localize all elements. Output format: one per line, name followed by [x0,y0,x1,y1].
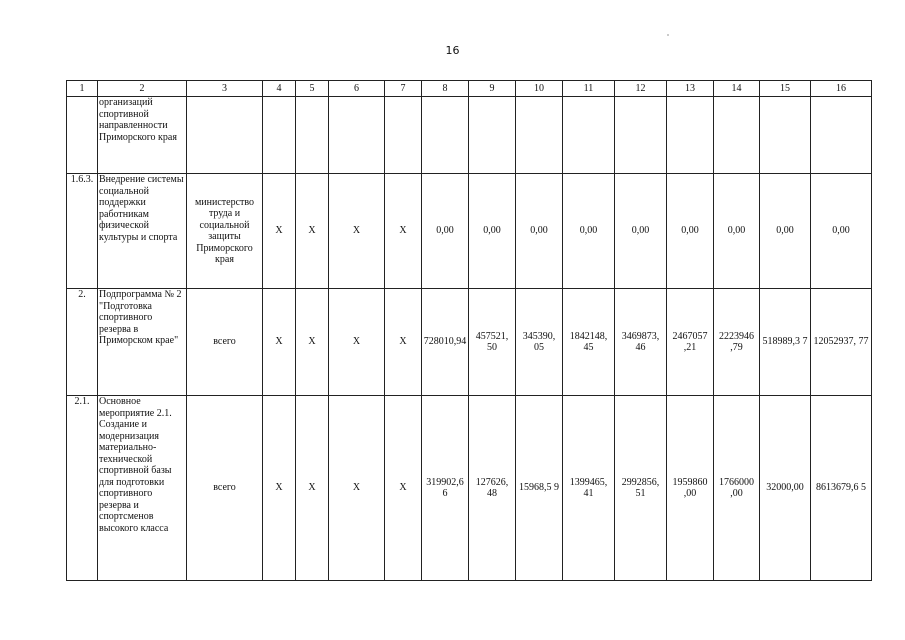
row-value: 2467057 ,21 [667,289,714,396]
row-value: 457521, 50 [469,289,516,396]
table-row [67,97,872,174]
row-cell: X [329,174,385,289]
row-value: 1842148, 45 [563,289,615,396]
row-number [67,97,98,174]
row-executor [187,97,263,174]
row-name: Внедрение системы социальной поддержки работникам физической культуры и спорта [98,174,187,289]
row-value: 15968,5 9 [516,396,563,581]
column-header: 9 [469,81,516,97]
column-header: 8 [422,81,469,97]
column-header: 10 [516,81,563,97]
row-value: 0,00 [469,174,516,289]
row-cell [296,97,329,174]
row-executor: всего [187,289,263,396]
row-value [760,97,811,174]
row-name: Основное мероприятие 2.1. Создание и модернизация материально-технической спортивной базы для подготовки спортивного резерва и спортсменов высокого класса [98,396,187,581]
column-header: 13 [667,81,714,97]
row-value [811,97,872,174]
row-cell: X [296,289,329,396]
budget-table [66,80,872,581]
row-value: 3469873, 46 [615,289,667,396]
row-value: 319902,6 6 [422,396,469,581]
row-cell: X [329,396,385,581]
row-value [615,97,667,174]
row-cell: X [263,396,296,581]
column-header: 4 [263,81,296,97]
row-value: 518989,3 7 [760,289,811,396]
row-value [714,97,760,174]
row-value: 0,00 [615,174,667,289]
column-number-row [67,81,872,97]
row-value [516,97,563,174]
column-header: 14 [714,81,760,97]
row-value: 1399465, 41 [563,396,615,581]
row-value: 0,00 [516,174,563,289]
page-number: 16 [445,44,460,57]
row-name: организаций спортивной направленности Приморского края [98,97,187,174]
column-header: 15 [760,81,811,97]
column-header: 6 [329,81,385,97]
table-row [67,174,872,289]
table-row [67,289,872,396]
row-cell: X [385,174,422,289]
row-value: 0,00 [811,174,872,289]
row-cell [329,97,385,174]
row-name: Подпрограмма № 2 "Подготовка спортивного резерва в Приморском крае" [98,289,187,396]
row-value: 0,00 [422,174,469,289]
row-cell: X [263,289,296,396]
row-value: 728010,94 [422,289,469,396]
row-value: 8613679,6 5 [811,396,872,581]
row-cell: X [296,396,329,581]
row-value: 0,00 [714,174,760,289]
row-value: 1959860 ,00 [667,396,714,581]
column-header: 1 [67,81,98,97]
scan-speck [667,34,669,36]
column-header: 3 [187,81,263,97]
row-cell [263,97,296,174]
row-cell: X [329,289,385,396]
row-value: 0,00 [760,174,811,289]
table-row [67,396,872,581]
column-header: 2 [98,81,187,97]
row-value: 0,00 [667,174,714,289]
row-number: 1.6.3. [67,174,98,289]
row-value: 2223946 ,79 [714,289,760,396]
row-cell [385,97,422,174]
row-value [469,97,516,174]
row-value [563,97,615,174]
row-cell: X [385,396,422,581]
column-header: 11 [563,81,615,97]
row-cell: X [385,289,422,396]
row-cell: X [263,174,296,289]
column-header: 16 [811,81,872,97]
row-value: 32000,00 [760,396,811,581]
row-value [667,97,714,174]
row-value: 345390, 05 [516,289,563,396]
row-value: 0,00 [563,174,615,289]
column-header: 7 [385,81,422,97]
row-value: 2992856, 51 [615,396,667,581]
row-executor: всего [187,396,263,581]
row-value: 1766000 ,00 [714,396,760,581]
row-value: 12052937, 77 [811,289,872,396]
row-number: 2.1. [67,396,98,581]
row-cell: X [296,174,329,289]
row-number: 2. [67,289,98,396]
row-value: 127626, 48 [469,396,516,581]
column-header: 5 [296,81,329,97]
row-value [422,97,469,174]
column-header: 12 [615,81,667,97]
row-executor: министерство труда и социальной защиты Приморского края [187,174,263,289]
